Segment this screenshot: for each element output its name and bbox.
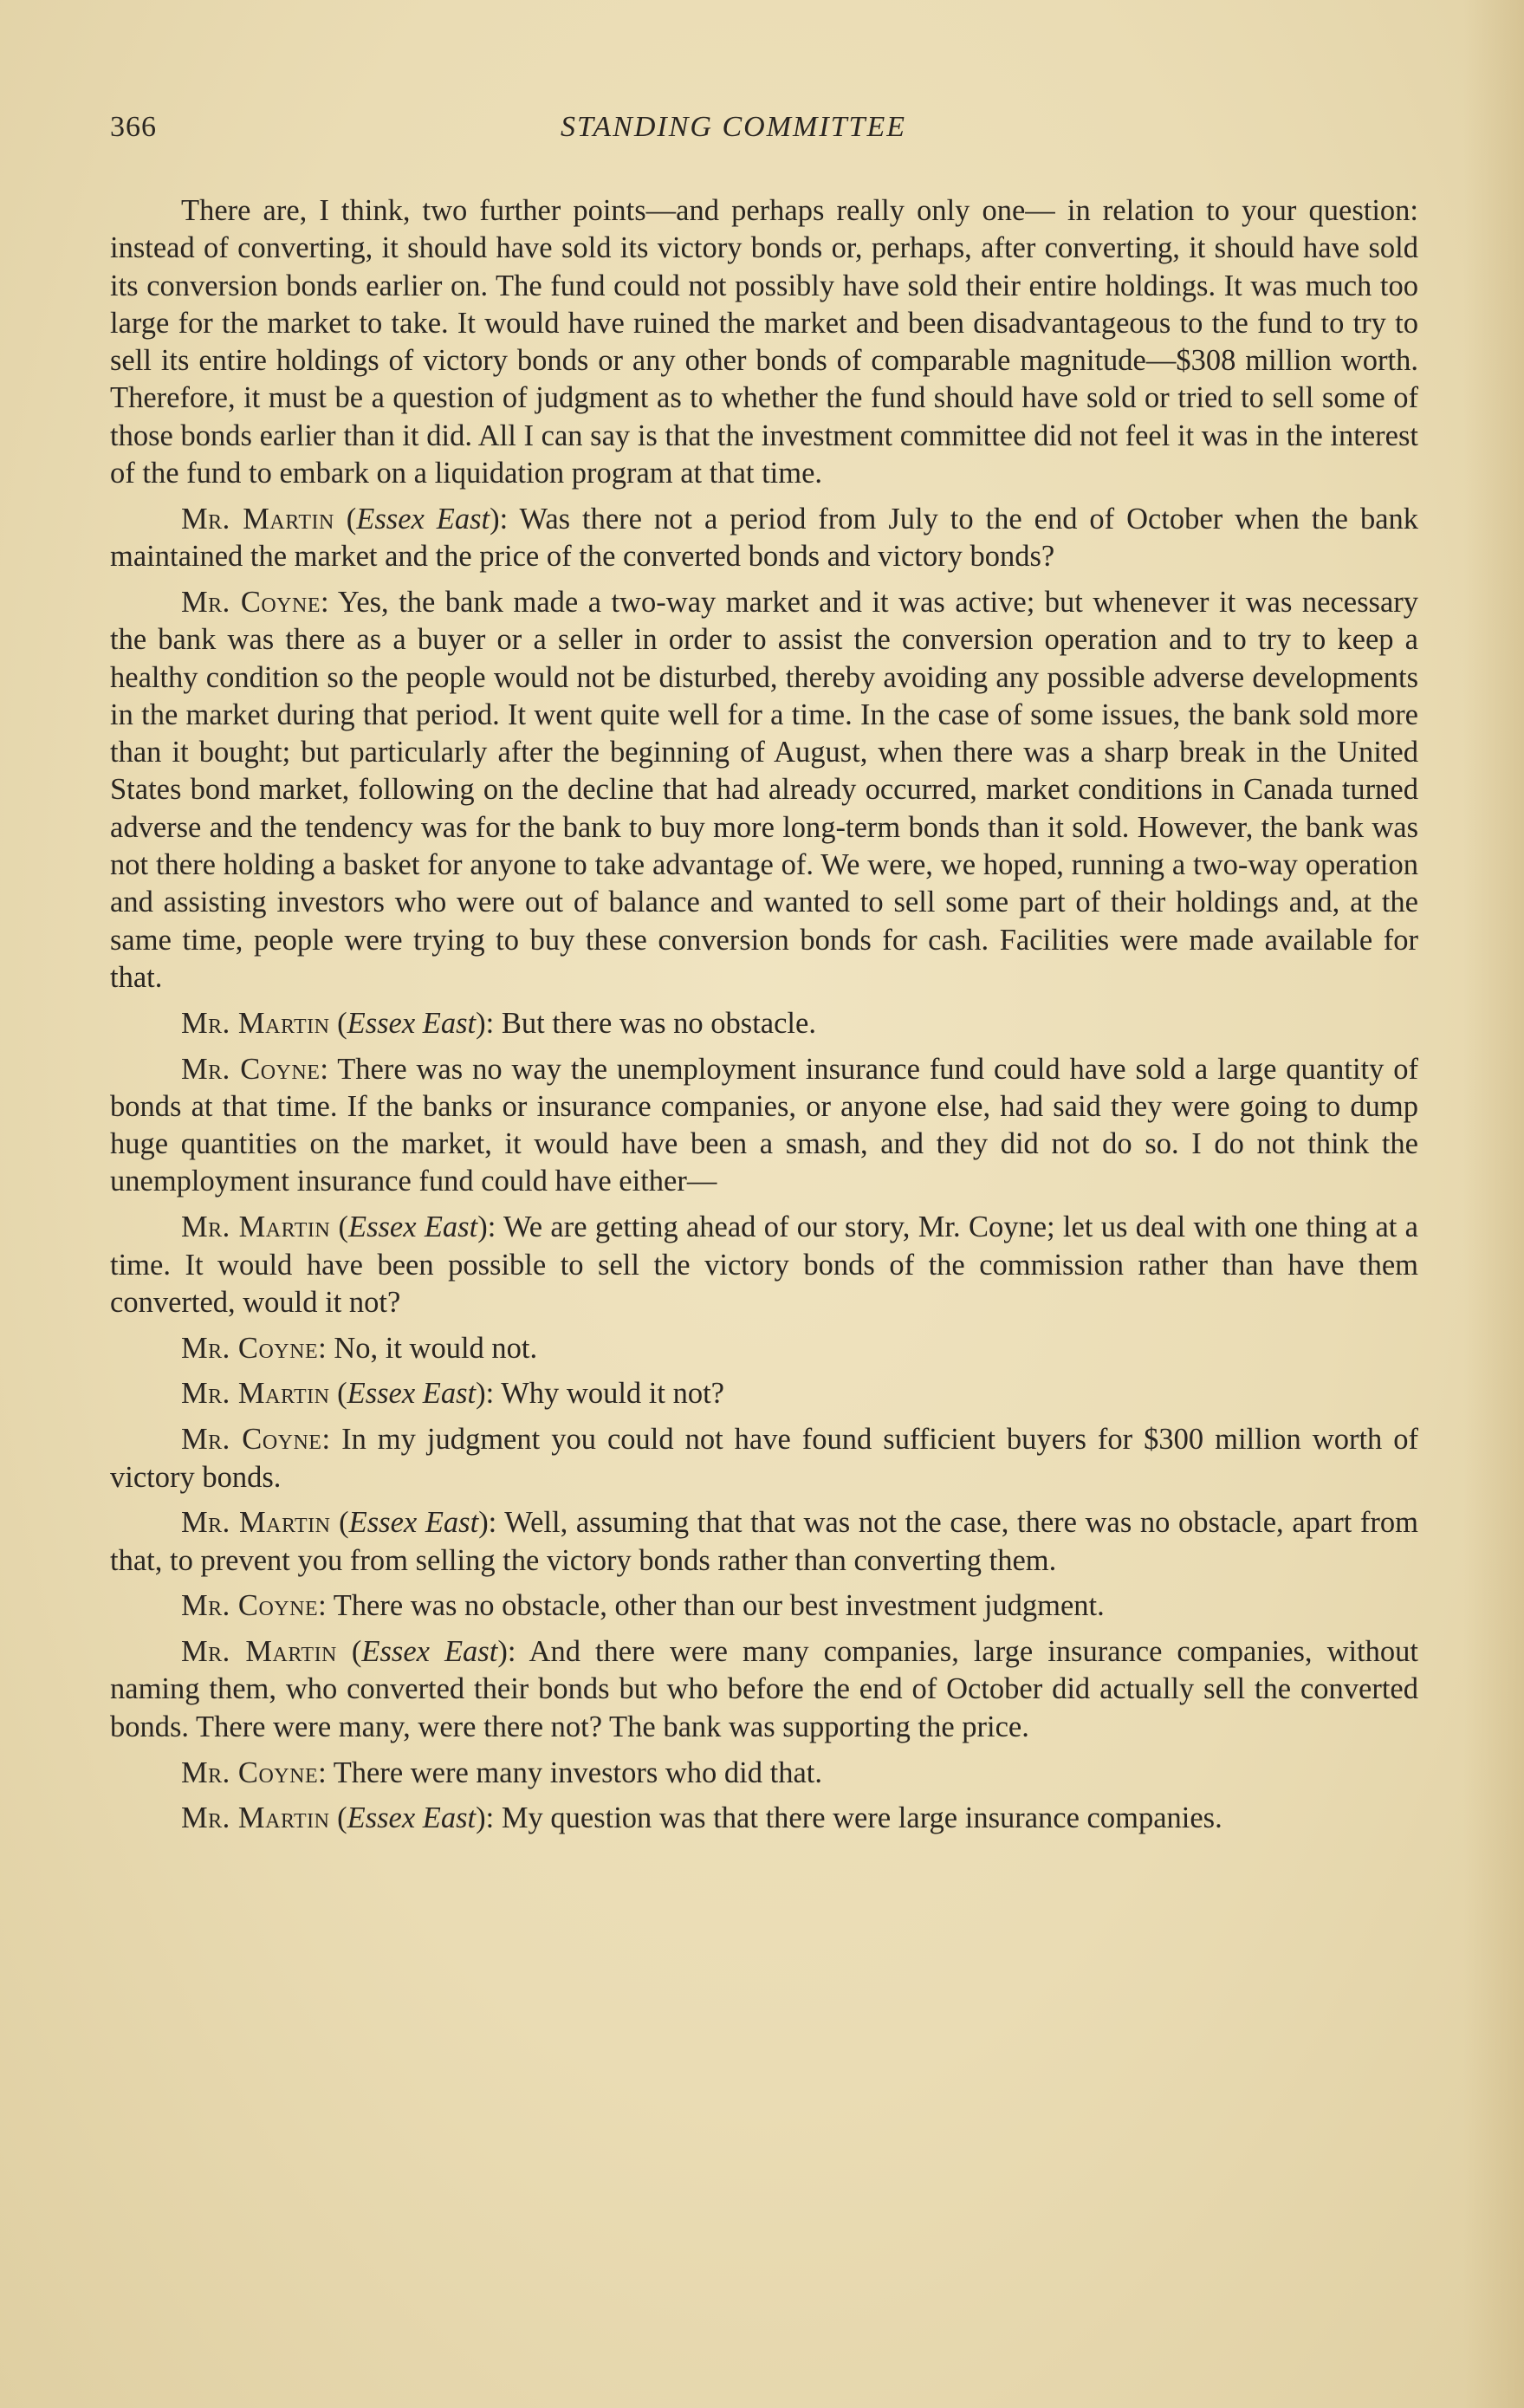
speaker-paragraph: Mr. Martin (Essex East): But there was no obstacle. <box>181 1006 816 1040</box>
speaker-name: Mr. Coyne <box>181 1423 322 1457</box>
speaker-name: Mr. Coyne <box>181 585 321 619</box>
speaker-name: Mr. Coyne <box>181 1756 319 1789</box>
speaker-name: Mr. Martin <box>181 1801 330 1835</box>
paragraph-text: But there was no obstacle. <box>501 1006 816 1040</box>
speaker-name: Mr. Coyne <box>181 1589 319 1623</box>
speaker-name: Mr. Martin <box>181 502 334 535</box>
speaker-name: Mr. Martin <box>181 1210 331 1244</box>
paragraph-text: Was there not a period from July to the end of October when the bank maintained the market and the price of the converted bonds and victory bonds? <box>110 502 1419 574</box>
speaker-paragraph: Mr. Martin (Essex East): Well, assuming that that was not the case, there was no obstacle, apart from that, to prevent you from selling the victory bonds rather than converting them. <box>110 1506 1418 1577</box>
speaker-paragraph: Mr. Coyne: There was no way the unemployment insurance fund could have sold a large quantity of bonds at that time. If the banks or insurance companies, or anyone else, had said they were going to dump huge quantities on the market, it would have been a smash, and they did not do so. I do not think the unemployment insurance fund could have either— <box>110 1052 1419 1198</box>
speaker-paragraph: Mr. Martin (Essex East): My question was that there were large insurance companies. <box>181 1801 1222 1835</box>
speaker-name: Mr. Martin <box>181 1006 330 1040</box>
paragraph-text: There are, I think, two further points—and perhaps really only one— in relation to your question: instead of converting, it should have sold its victory bonds or, perhaps, after converting, it should have sold its conversion bonds earlier on. The fund could not possibly have sold their entire holdings. It was much too large for the market to take. It would have ruined the market and been disadvantageous to the fund to try to sell its entire holdings of victory bonds or any other bonds of comparable magnitude—$308 million worth. Therefore, it must be a question of judgment as to whether the fund should have sold or tried to sell some of those bonds earlier than it did. All I can say is that the investment committee did not feel it was in the interest of the fund to embark on a liquidation program at that time. <box>110 194 1418 490</box>
speaker-riding: Essex East <box>348 1210 478 1244</box>
speaker-riding: Essex East <box>347 1006 477 1040</box>
narrative-paragraph <box>110 192 1418 492</box>
paragraph-text: There were many investors who did that. <box>333 1756 823 1789</box>
running-head: STANDING COMMITTEE <box>561 111 906 143</box>
speaker-paragraph: Mr. Coyne: There were many investors who did that. <box>181 1756 823 1789</box>
speaker-riding: Essex East <box>348 1506 479 1540</box>
speaker-paragraph: Mr. Coyne: No, it would not. <box>181 1331 538 1365</box>
page-number: 366 <box>110 111 157 143</box>
speaker-name: Mr. Coyne <box>181 1331 319 1365</box>
speaker-name: Mr. Coyne <box>181 1052 321 1086</box>
page-header <box>110 111 1418 154</box>
speaker-name: Mr. Martin <box>181 1377 330 1411</box>
paragraph-text: My question was that there were large insurance companies. <box>501 1801 1222 1835</box>
paragraph-text: There was no obstacle, other than our best investment judgment. <box>333 1589 1105 1623</box>
paragraph-text: Well, assuming that that was not the case, there was no obstacle, apart from that, to prevent you from selling the victory bonds rather than converting them. <box>110 1506 1418 1577</box>
speaker-paragraph: Mr. Coyne: Yes, the bank made a two-way market and it was active; but whenever it was necessary the bank was there as a buyer or a seller in order to assist the conversion operation and to try to keep a healthy condition so the people would not be disturbed, thereby avoiding any possible adverse developments in the market during that period. It went quite well for a time. In the case of some issues, the bank sold more than it bought; but particularly after the beginning of August, when there was a sharp break in the United States bond market, following on the decline that had already occurred, market conditions in Canada turned adverse and the tendency was for the bank to buy more long-term bonds than it sold. However, the bank was not there holding a basket for anyone to take advantage of. We were, we hoped, running a two-way operation and assisting investors who were out of balance and wanted to sell some part of their holdings and, at the same time, people were trying to buy these conversion bonds for cash. Facilities were made available for that. <box>110 585 1419 994</box>
speaker-riding: Essex East <box>347 1377 477 1411</box>
paragraph-text: Why would it not? <box>501 1377 724 1411</box>
paragraph-text: And there were many companies, large insurance companies, without naming them, who converted their bonds but who before the end of October did actually sell the converted bonds. There were many, were there not? The bank was supporting the price. <box>110 1635 1419 1743</box>
speaker-paragraph: Mr. Coyne: In my judgment you could not have found sufficient buyers for $300 million worth of victory bonds. <box>110 1423 1419 1494</box>
speaker-riding: Essex East <box>347 1801 477 1835</box>
speaker-paragraph: Mr. Martin (Essex East): And there were many companies, large insurance companies, without naming them, who converted their bonds but who before the end of October did actually sell the converted bonds. There were many, were there not? The bank was supporting the price. <box>110 1635 1419 1743</box>
speaker-riding: Essex East <box>356 502 490 535</box>
speaker-paragraph: Mr. Martin (Essex East): We are getting ahead of our story, Mr. Coyne; let us deal with one thing at a time. It would have been possible to sell the victory bonds of the commission rather than have them converted, would it not? <box>110 1210 1418 1319</box>
paragraph-text: Yes, the bank made a two-way market and it was active; but whenever it was necessary the bank was there as a buyer or a seller in order to assist the conversion operation and to try to keep a healthy condition so the people would not be disturbed, thereby avoiding any possible adverse developments in the market during that period. It went quite well for a time. In the case of some issues, the bank sold more than it bought; but particularly after the beginning of August, when there was a sharp break in the United States bond market, following on the decline that had already occurred, market conditions in Canada turned adverse and the tendency was for the bank to buy more long-term bonds than it sold. However, the bank was not there holding a basket for anyone to take advantage of. We were, we hoped, running a two-way operation and assisting investors who were out of balance and wanted to sell some part of their holdings and, at the same time, people were trying to buy these conversion bonds for cash. Facilities were made available for that. <box>110 585 1419 994</box>
transcript-body <box>110 192 1418 1846</box>
speaker-paragraph: Mr. Martin (Essex East): Was there not a period from July to the end of October when the bank maintained the market and the price of the converted bonds and victory bonds? <box>110 502 1419 574</box>
paragraph-text: No, it would not. <box>334 1331 538 1365</box>
paragraph-text: In my judgment you could not have found sufficient buyers for $300 million worth of victory bonds. <box>110 1423 1419 1494</box>
speaker-name: Mr. Martin <box>181 1506 331 1540</box>
speaker-paragraph: Mr. Martin (Essex East): Why would it not? <box>181 1377 724 1411</box>
paragraph-text: We are getting ahead of our story, Mr. Coyne; let us deal with one thing at a time. It would have been possible to sell the victory bonds of the commission rather than have them converted, would it not? <box>110 1210 1418 1319</box>
paragraph-text: There was no way the unemployment insurance fund could have sold a large quantity of bonds at that time. If the banks or insurance companies, or anyone else, had said they were going to dump huge quantities on the market, it would have been a smash, and they did not do so. I do not think the unemployment insurance fund could have either— <box>110 1052 1419 1198</box>
speaker-name: Mr. Martin <box>181 1635 337 1669</box>
speaker-riding: Essex East <box>361 1635 498 1669</box>
speaker-paragraph: Mr. Coyne: There was no obstacle, other than our best investment judgment. <box>181 1589 1105 1623</box>
